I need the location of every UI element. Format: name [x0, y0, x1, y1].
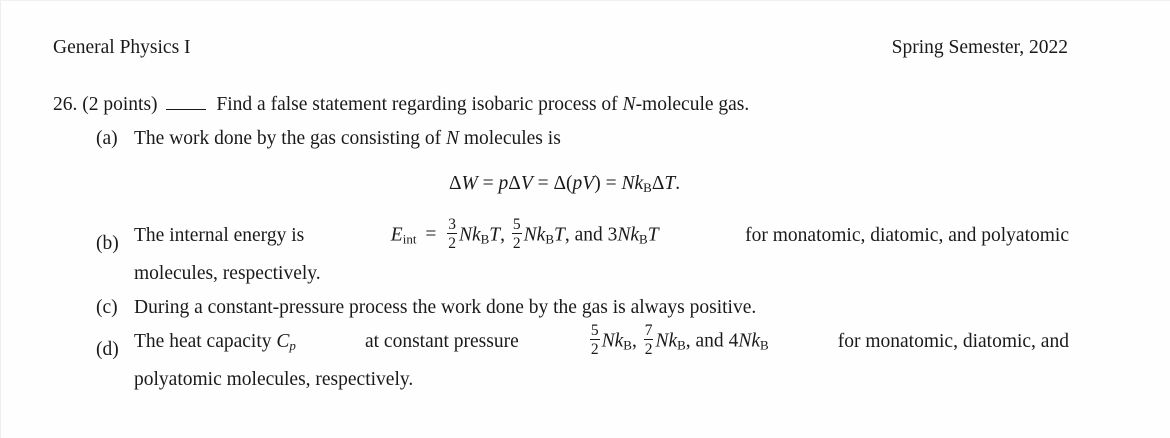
option-d-line2: polyatomic molecules, respectively. [134, 369, 414, 390]
option-a-text [134, 128, 561, 150]
option-b-line1 [134, 216, 1069, 253]
option-c-text: During a constant-pressure process the work done by the gas is always positive. [134, 297, 757, 318]
option-b-line2: molecules, respectively. [134, 263, 321, 284]
fraction-3-2: $\frac{3}{2}$ [448, 216, 456, 252]
question-prompt-tail: -molecule gas. [635, 94, 750, 115]
question-line [53, 94, 749, 116]
option-a-text-after: molecules is [463, 128, 561, 149]
work-equation: $\Delta W = p\Delta V = \Delta(pV) = Nk_B\Delta T$. [449, 173, 681, 195]
option-d-intro: The heat capacity $C_p$ [134, 331, 296, 353]
option-a-text-before: The work done by the gas consisting of [134, 128, 442, 149]
option-a-label: (a) [96, 128, 118, 149]
question-prompt: Find a false statement regarding isobaric process of [216, 94, 618, 115]
option-d-label: (d) [96, 339, 119, 360]
semester-label: Spring Semester, 2022 [891, 37, 1068, 58]
option-b-intro: The internal energy is [134, 225, 305, 246]
option-d-tail: for monatomic, diatomic, and [837, 331, 1069, 352]
option-c-label: (c) [96, 297, 118, 318]
question-number: 26. [53, 94, 78, 115]
answer-blank [166, 95, 206, 110]
option-d-mid: at constant pressure [364, 331, 519, 352]
fraction-5-2: $\frac{5}{2}$ [590, 322, 599, 358]
internal-energy-expr: $E_{int}$ = $\frac{3}{2}$ $Nk_BT$, $\frac{5}{2}$ $Nk_BT$, and $3Nk_BT$ [390, 216, 659, 252]
course-title: General Physics I [53, 37, 191, 58]
option-b-tail: for monatomic, diatomic, and polyatomic [745, 225, 1069, 246]
option-b-label: (b) [96, 233, 119, 254]
option-d-line1 [134, 322, 1069, 359]
variable-N: N [622, 94, 636, 115]
fraction-5-2: $\frac{5}{2}$ [512, 216, 521, 252]
heat-capacity-expr: $\frac{5}{2}$ $Nk_B$, $\frac{7}{2}$ $Nk_B$, and $4Nk_B$ [590, 322, 769, 358]
question-points: (2 points) [82, 94, 158, 115]
variable-N: N [445, 128, 459, 149]
fraction-7-2: $\frac{7}{2}$ [644, 322, 653, 358]
